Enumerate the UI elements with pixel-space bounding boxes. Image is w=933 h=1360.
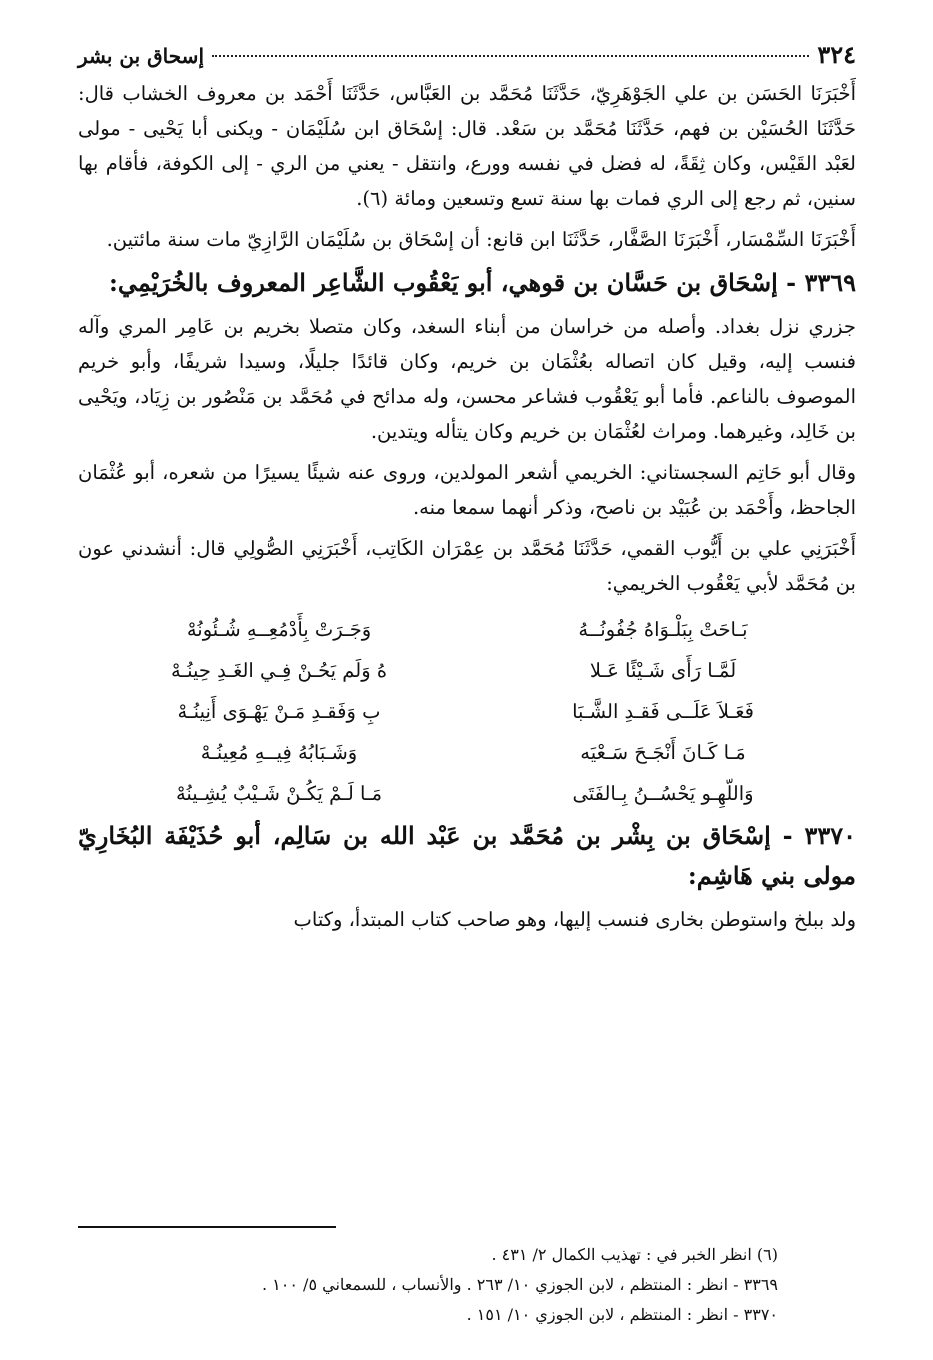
verse-second-hemistich: وَشَـبَابُهُ فِيــهِ مُعِينُـهْ — [200, 741, 358, 764]
footnote: ٣٣٦٩ - انظر : المنتظم ، لابن الجوزي ١٠/ ٢٦٣ . والأنساب ، للسمعاني ٥/ ١٠٠ . — [262, 1275, 778, 1294]
header-leader-dots — [212, 55, 809, 57]
entry-heading-3370: ٣٣٧٠ - إسْحَاق بن بِشْر بن مُحَمَّد بن عَبْد الله بن سَالِم، أبو حُذَيْفَة البُخَارِيّ مولى بني هَاشِم: — [78, 821, 856, 890]
verse-first-hemistich: وَاللّهِـو يَحْسُــنُ بِـالفَتَى — [572, 782, 754, 805]
paragraph: أَخْبَرَنَا السِّمْسَار، أَخْبَرَنَا الصَّفَّار، حَدَّثَنَا ابن قانع: أن إسْحَاق بن سُلَيْمَان الرَّازِيّ مات سنة مائتين. — [106, 228, 856, 251]
paragraph: ولد ببلخ واستوطن بخارى فنسب إليها، وهو صاحب كتاب المبتدأ، وكتاب — [293, 908, 856, 931]
footnote: (٦) انظر الخبر في : تهذيب الكمال ٢/ ٤٣١ . — [491, 1245, 778, 1264]
verse-second-hemistich: بِ وَفَقـدِ مَـنْ يَهْـوَى أَنِينُـهْ — [177, 700, 381, 723]
poem-verse — [78, 691, 856, 732]
verse-first-hemistich: مَـا كَـانَ أَنْجَـحَ سَـعْيَه — [580, 741, 746, 764]
verse-second-hemistich: وَجَـرَتْ بِأَدْمُعِــهِ شُـئُونُهْ — [186, 618, 372, 641]
paragraph: وقال أبو حَاتِم السجستاني: الخريمي أشعر المولدين، وروى عنه شيئًا يسيرًا من شعره، أبو عُثْمَان الجاحظ، وأَحْمَد بن عُبَيْد بن ناصح، وذكر أنهما سمعا منه. — [78, 461, 856, 519]
poem-verse — [78, 609, 856, 650]
footnote: ٣٣٧٠ - انظر : المنتظم ، لابن الجوزي ١٠/ ١٥١ . — [466, 1305, 778, 1324]
page-number: ٣٢٤ — [817, 40, 856, 69]
verse-second-hemistich: هُ وَلَم يَحُـنْ فِـي الغَـدِ حِينُـهْ — [170, 659, 388, 682]
entry-heading-3369: ٣٣٦٩ - إسْحَاق بن حَسَّان بن قوهي، أبو يَعْقُوب الشَّاعِر المعروف بالخُرَيْمِي: — [109, 268, 856, 297]
verse-first-hemistich: بَـاحَتْ بِبَلْـوَاهُ جُفُونُــهُ — [578, 618, 748, 641]
footnotes — [78, 1240, 778, 1330]
poem-verse — [78, 773, 856, 814]
verse-second-hemistich: مَـا لَـمْ يَكُـنْ شَـيْبٌ يُشِـينُهْ — [175, 782, 383, 805]
paragraph: أَخْبَرَنَا الحَسَن بن علي الجَوْهَرِيّ، حَدَّثَنَا مُحَمَّد بن العَبَّاس، حَدَّثَنَا أَحْمَد بن معروف الخشاب قال: حَدَّثَنَا الحُسَيْن بن فهم، حَدَّثَنَا مُحَمَّد بن سَعْد. قال: إسْحَاق ابن سُلَيْمَان - ويكنى أبا يَحْيى - مولى لعَبْد القَيْس، وكان ثِقَةً، له فضل في نفسه وورع، وانتقل - يعني من الري - إلى الكوفة، فأقام بها سنين، ثم رجع إلى الري فمات بها سنة تسع وتسعين ومائة (٦). — [78, 82, 856, 210]
footnote-divider — [78, 1226, 336, 1228]
paragraph: جزري نزل بغداد. وأصله من خراسان من أبناء السغد، وكان متصلا بخريم بن عَامِر المري وآله فنسب إليه، وقيل كان اتصاله بعُثْمَان بن خريم، وكان قائدًا جليلًا، وسيدا شريفًا، وأبو خريم الموصوف بالناعم. فأما أبو يَعْقُوب فشاعر محسن، وله مدائح في مُحَمَّد بن مَنْصُور بن زِيَاد، ويَحْيى بن خَالِد، وغيرهما. ومراث لعُثْمَان بن خريم وكان يتأله ويتدين. — [78, 315, 856, 443]
verse-first-hemistich: فَعَـلاَ عَلَــى فَقـدِ الشَّـبَا — [572, 700, 754, 723]
book-page — [78, 40, 856, 943]
paragraph: أَخْبَرَنِي علي بن أَيُّوب القمي، حَدَّثَنَا مُحَمَّد بن عِمْرَان الكَاتِب، أَخْبَرَنِي الصُّولِي قال: أنشدني عون بن مُحَمَّد لأبي يَعْقُوب الخريمي: — [78, 537, 856, 595]
poem — [78, 609, 856, 814]
verse-first-hemistich: لَمَّـا رَأَى شَـيْئًا عَـلا — [589, 659, 737, 682]
poem-verse — [78, 732, 856, 773]
page-header — [78, 40, 856, 76]
poem-verse — [78, 650, 856, 691]
running-title: إسحاق بن بشر — [78, 44, 204, 68]
